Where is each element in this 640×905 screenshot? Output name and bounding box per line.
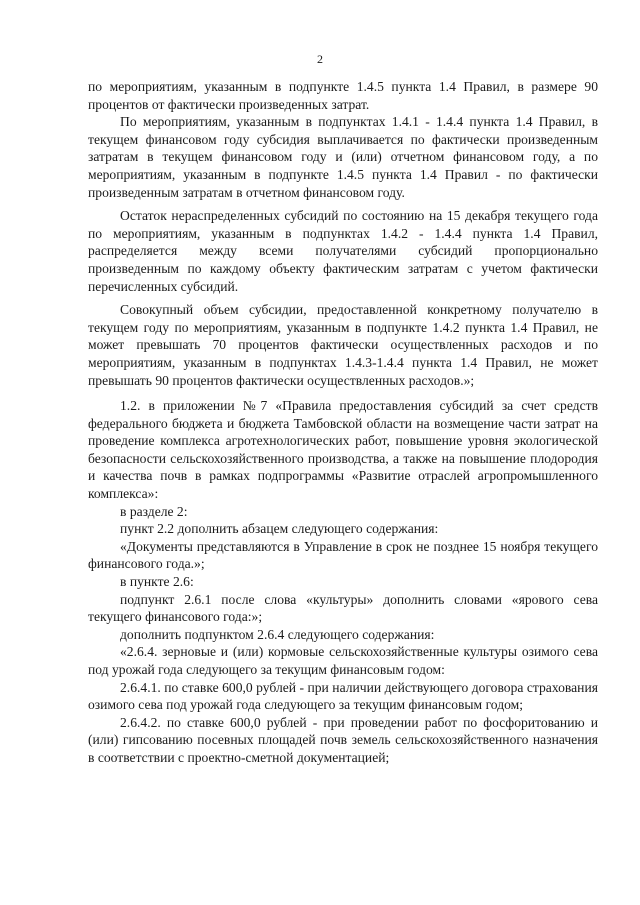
paragraph: «Документы представляются в Управление в срок не позднее 15 ноября текущего финансового года.»;: [88, 538, 598, 572]
paragraph: в пункте 2.6:: [120, 574, 194, 590]
paragraph: подпункт 2.6.1 после слова «культуры» дополнить словами «ярового сева текущего финансового года:»;: [88, 591, 598, 625]
paragraph: дополнить подпунктом 2.6.4 следующего содержания:: [120, 626, 435, 642]
paragraph: Совокупный объем субсидии, предоставленной конкретному получателю в текущем году по мероприятиям, указанным в подпункте 1.4.2 пункта 1.4 Правил, не может превышать 70 процентов фактически осуществленных расходов и по мероприятиям, указанным в подпунктах 1.4.3-1.4.4 пункта 1.4 Правил, не может превышать 90 процентов фактически осуществленных расходов.»;: [88, 302, 598, 388]
paragraph: 2.6.4.1. по ставке 600,0 рублей - при наличии действующего договора страхования озимого сева под урожай года следующего за текущим финансовым годом;: [88, 679, 598, 713]
paragraph: Остаток нераспределенных субсидий по состоянию на 15 декабря текущего года по мероприятиям, указанным в подпунктах 1.4.2 - 1.4.4 пункта 1.4 Правил, распределяется между всеми получателями субсидий пропорционально произведенным по каждому объекту фактическим затратам с учетом фактически перечисленных субсидий.: [88, 208, 598, 294]
paragraph: 1.2. в приложении №7 «Правила предоставления субсидий за счет средств федерального бюджета и бюджета Тамбовской области на возмещение части затрат на проведение комплекса агротехнологических работ, повышение уровня экологической безопасности сельскохозяйственного производства, а также на повышение плодородия и качества почв в рамках подпрограммы «Развитие отраслей агропромышленного комплекса»:: [88, 398, 598, 502]
paragraph: По мероприятиям, указанным в подпунктах 1.4.1 - 1.4.4 пункта 1.4 Правил, в текущем финансовом году субсидия выплачивается по фактически произведенным затратам в текущем финансовом году и (или) отчетном финансовом году, а по мероприятиям, указанным в подпункте 1.4.5 пункта 1.4 Правил - по фактически произведенным затратам в отчетном финансовом году.: [88, 114, 598, 200]
document-body: [88, 78, 598, 767]
paragraph: в разделе 2:: [120, 503, 188, 519]
paragraph: пункт 2.2 дополнить абзацем следующего содержания:: [120, 521, 439, 537]
paragraph: по мероприятиям, указанным в подпункте 1.4.5 пункта 1.4 Правил, в размере 90 процентов от фактически произведенных затрат.: [88, 79, 598, 112]
paragraph: 2.6.4.2. по ставке 600,0 рублей - при проведении работ по фосфоритованию и (или) гипсованию посевных площадей почв земель сельскохозяйственного назначения в соответствии с проектно-сметной документацией;: [88, 714, 598, 765]
paragraph: «2.6.4. зерновые и (или) кормовые сельскохозяйственные культуры озимого сева под урожай года следующего за текущим финансовым годом:: [88, 644, 598, 677]
page-number: 2: [317, 52, 323, 66]
